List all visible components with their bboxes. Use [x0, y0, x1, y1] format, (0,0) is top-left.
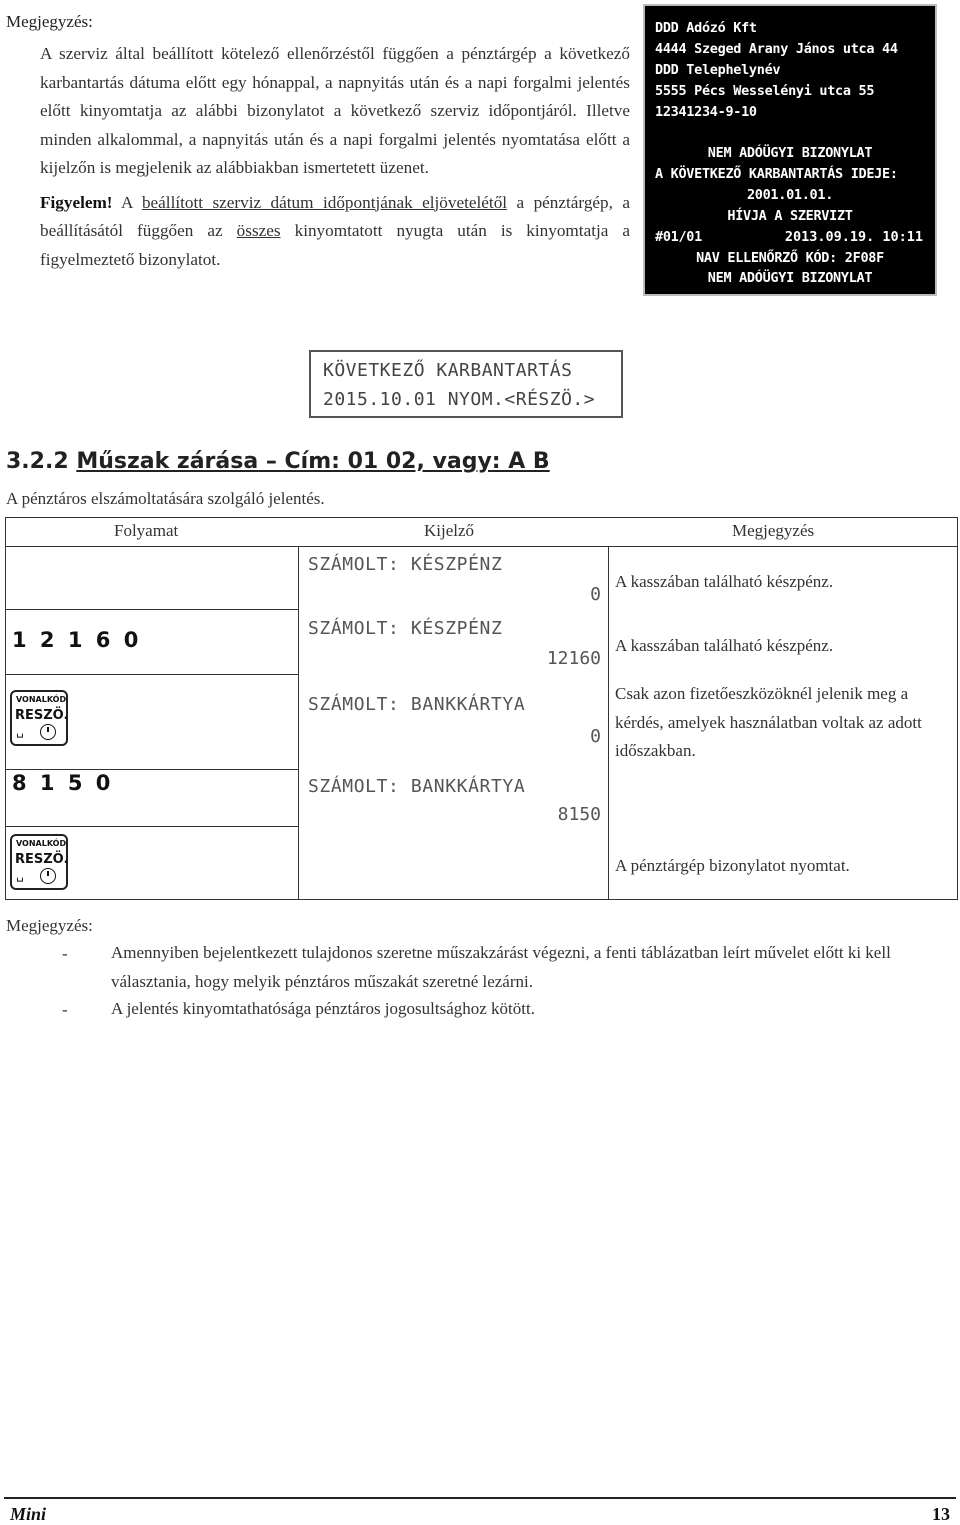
- note-label: Megjegyzés:: [6, 12, 93, 31]
- receipt-line: 12341234-9-10: [655, 104, 757, 120]
- section-number: 3.2.2: [6, 449, 69, 474]
- note-item: A jelentés kinyomtathatósága pénztáros jogosultsághoz kötött.: [111, 999, 535, 1018]
- warning-text-underlined2: összes: [236, 221, 281, 240]
- warning-text-post: kinyomtatott nyugta után is kinyomtatja a figyelmeztető bizonylatot.: [40, 221, 631, 269]
- display-label: SZÁMOLT: KÉSZPÉNZ: [308, 618, 503, 639]
- footer-model: Mini: [10, 1504, 47, 1524]
- receipt-line: 2001.01.01.: [746, 187, 834, 203]
- receipt-line: 4444 Szeged Arany János utca 44: [655, 41, 898, 57]
- page-number: 13: [932, 1504, 950, 1524]
- header-divider: [6, 546, 957, 547]
- receipt-line: A KÖVETKEZŐ KARBANTARTÁS IDEJE:: [655, 166, 898, 182]
- maintenance-display: [309, 350, 623, 418]
- receipt-line: NEM ADÓÜGYI BIZONYLAT: [707, 145, 873, 161]
- receipt-line: DDD Adózó Kft: [655, 20, 757, 36]
- header-comment: Megjegyzés: [732, 521, 815, 540]
- display-value: 0: [590, 584, 601, 605]
- section-title: Műszak zárása: [76, 449, 259, 474]
- header-process: Folyamat: [114, 521, 179, 540]
- row-divider: [6, 674, 298, 675]
- row-divider: [6, 769, 298, 770]
- warning-text-underlined: beállított szerviz dátum időpontjának eljövetelétől: [141, 192, 508, 212]
- receipt-line: DDD Telephelynév: [655, 62, 781, 78]
- key-main-label: RESZÖ.: [15, 708, 69, 723]
- key-top-label: VONALKÓD: [16, 839, 67, 848]
- row-comment: Csak azon fizetőeszközöknél jelenik meg a kérdés, amelyek használatban voltak az adott időszakban.: [615, 684, 922, 760]
- display-value: 8150: [557, 804, 601, 825]
- bullet-dash: -: [62, 1000, 68, 1019]
- subtotal-key-icon: [10, 834, 68, 890]
- receipt-line: NAV ELLENŐRZŐ KÓD: 2F08F: [696, 250, 884, 266]
- display-line-1: KÖVETKEZŐ KARBANTARTÁS: [323, 360, 573, 381]
- key-main-label: RESZÖ.: [15, 852, 69, 867]
- section-heading: [6, 449, 550, 474]
- subtotal-key-icon: [10, 690, 68, 746]
- section-title-group: Műszak zárása – Cím: 01 02, vagy: A B: [76, 449, 550, 474]
- column-divider: [298, 546, 299, 899]
- display-value: 12160: [546, 648, 601, 669]
- procedure-table: [5, 517, 958, 900]
- keypad-entry: 8 1 5 0: [12, 771, 114, 795]
- row-comment: A pénztárgép bizonylatot nyomtat.: [615, 856, 850, 875]
- section-address: Cím: 01 02, vagy: A B: [284, 449, 550, 474]
- receipt-printout: [643, 4, 937, 296]
- footer-rule: [4, 1497, 956, 1499]
- row-comment: A kasszában található készpénz.: [615, 636, 834, 655]
- note-body: [40, 40, 630, 274]
- key-top-label: VONALKÓD: [16, 695, 67, 704]
- receipt-datetime: 2013.09.19. 10:11: [784, 229, 923, 245]
- column-divider: [608, 546, 609, 899]
- warning-text-mid: a pénztárgép, a beállításától függően az: [40, 192, 631, 240]
- receipt-line: HÍVJA A SZERVIZT: [727, 208, 853, 224]
- display-label: SZÁMOLT: KÉSZPÉNZ: [308, 554, 503, 575]
- notes-label: Megjegyzés:: [6, 916, 93, 935]
- display-line-2: 2015.10.01 NYOM.<RÉSZÖ.>: [323, 389, 596, 410]
- note-item: Amennyiben bejelentkezett tulajdonos szeretne műszakzárást végezni, a fenti táblázatban leírt művelet előtt ki kell választania, hogy melyik pénztáros műszakát szeretné lezárni.: [111, 943, 891, 991]
- warning-paragraph: [40, 189, 630, 275]
- row-divider: [6, 826, 298, 827]
- display-value: 0: [590, 726, 601, 747]
- note-paragraph: A szerviz által beállított kötelező ellenőrzéstől függően a pénztárgép a következő karbantartás dátuma előtt egy hónappal, a napnyitás után és a napi forgalmi jelentés előtt kinyomtatja az alábbi bizonylatot a következő szerviz időpontjáról. Illetve minden alkalommal, a napnyitás után és a napi forgalmi jelentés nyomtatása előtt a kijelzőn is megjelenik az alábbiakban ismertetett üzenet.: [40, 44, 630, 177]
- receipt-line: NEM ADÓÜGYI BIZONYLAT: [707, 270, 873, 286]
- section-subtitle: A pénztáros elszámoltatására szolgáló jelentés.: [6, 489, 325, 508]
- warning-text-pre: A: [121, 192, 133, 212]
- receipt-line: #01/01: [655, 229, 702, 245]
- receipt-line: 5555 Pécs Wesselényi utca 55: [655, 83, 875, 99]
- space-icon: ␣: [16, 724, 24, 738]
- display-label: SZÁMOLT: BANKKÁRTYA: [308, 694, 526, 715]
- clock-icon: [40, 868, 56, 884]
- warning-label: Figyelem!: [40, 192, 113, 212]
- keypad-entry: 1 2 1 6 0: [12, 628, 142, 652]
- header-display: Kijelző: [424, 521, 475, 540]
- row-divider: [6, 609, 298, 610]
- bullet-dash: -: [62, 944, 68, 963]
- display-label: SZÁMOLT: BANKKÁRTYA: [308, 776, 526, 797]
- clock-icon: [40, 724, 56, 740]
- row-comment: A kasszában található készpénz.: [615, 572, 834, 591]
- space-icon: ␣: [16, 868, 24, 882]
